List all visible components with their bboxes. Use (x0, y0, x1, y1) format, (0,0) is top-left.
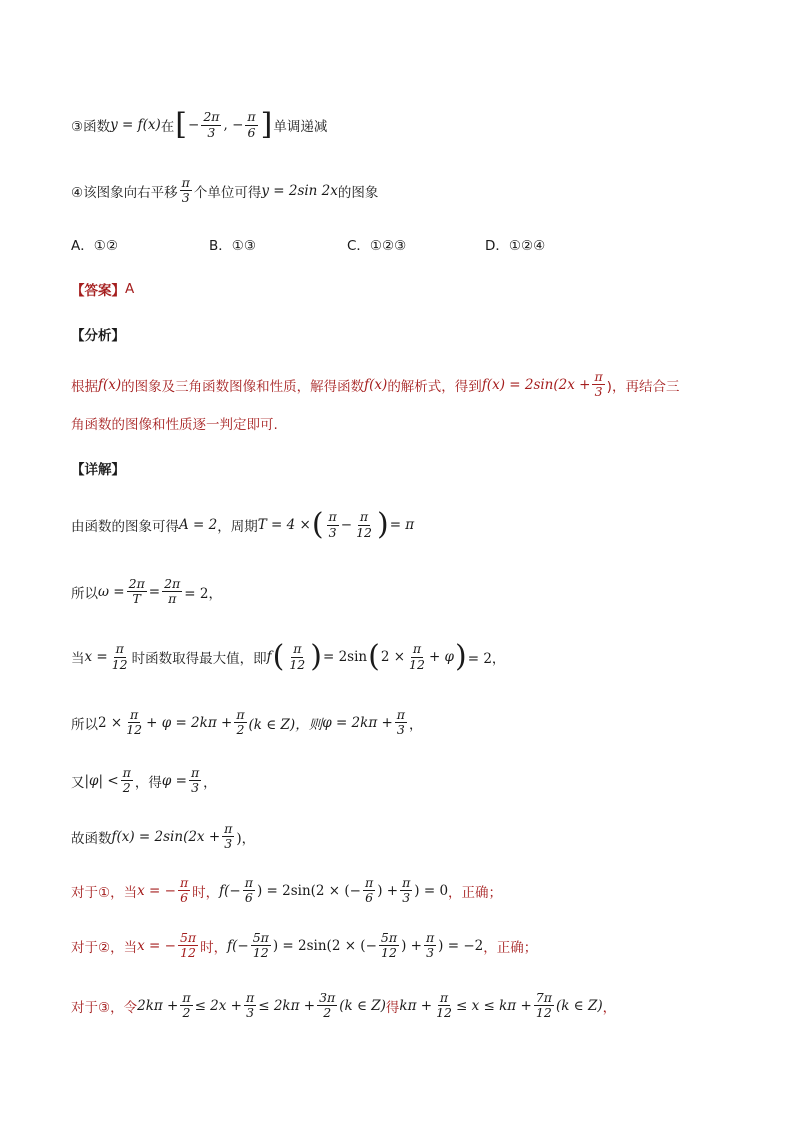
math: (k ∈ Z) (339, 997, 386, 1014)
fraction (121, 766, 133, 796)
denominator: 12 (126, 722, 143, 738)
denominator: 3 (191, 780, 200, 796)
denominator: 2 (323, 1005, 332, 1021)
math: , − (223, 117, 244, 133)
fraction (354, 510, 374, 540)
denominator: 3 (594, 384, 603, 400)
numerator: π (439, 990, 449, 1005)
text: ，正确； (448, 884, 503, 901)
math: 2 × (380, 649, 406, 665)
fraction (180, 176, 192, 206)
denominator: 12 (252, 945, 269, 961)
text: 故函数 (71, 830, 112, 847)
options-row (71, 234, 623, 254)
fraction (317, 991, 337, 1021)
numerator: 7π (535, 990, 552, 1005)
text: ③函数 (71, 119, 111, 135)
numerator: π (247, 109, 256, 125)
right-paren: ) (376, 507, 389, 542)
detail-step-4 (71, 708, 423, 738)
analysis-label: 【分析】 (71, 328, 125, 344)
denominator: 12 (289, 656, 306, 672)
math: = 2， (184, 585, 222, 602)
math: T = 4 × (257, 517, 311, 533)
answer-line (71, 279, 134, 299)
math: ) = 0 (414, 882, 449, 899)
numerator: 2π (164, 576, 181, 591)
math: ≤ x ≤ kπ + (455, 997, 532, 1014)
fraction (162, 577, 182, 607)
fraction (327, 510, 339, 540)
numerator: π (179, 875, 189, 890)
fraction (245, 110, 257, 140)
text: 单调递减 (273, 119, 328, 135)
analysis-line-2: 角函数的图像和性质逐一判定即可. (71, 417, 278, 433)
text: )，再结合三 (606, 378, 680, 395)
fraction (201, 110, 221, 140)
math: − (188, 117, 200, 133)
text: 又 (71, 774, 85, 791)
denominator: 3 (207, 124, 216, 140)
denominator: 2 (122, 780, 131, 796)
text: ， (409, 716, 423, 733)
numerator: π (236, 707, 245, 722)
fraction (534, 991, 554, 1021)
statement-3 (71, 107, 328, 142)
math: y = f(x) (110, 117, 161, 133)
fraction (424, 931, 436, 961)
denominator: 3 (402, 890, 411, 906)
fraction (407, 642, 427, 672)
math: f(− (227, 937, 249, 954)
math: |φ| < (84, 772, 119, 789)
denominator: 3 (246, 1005, 255, 1021)
fraction (251, 931, 271, 961)
denominator: 12 (409, 656, 425, 672)
numerator: π (396, 707, 406, 722)
text: 对于③，令 (71, 999, 138, 1016)
denominator: π (168, 591, 177, 607)
math: = 2sin (322, 649, 368, 665)
math: A = 2 (179, 517, 218, 533)
detail-check-2 (71, 931, 537, 961)
text: ，得 (134, 774, 162, 791)
numerator: 5π (179, 930, 197, 945)
math: ≤ 2x + (194, 997, 242, 1014)
math: = π (389, 517, 415, 533)
fraction (222, 822, 234, 852)
denominator: 3 (328, 524, 337, 540)
math: φ = (161, 772, 187, 789)
denominator: 2 (182, 1005, 191, 1021)
numerator: π (328, 509, 337, 525)
analysis-line-1 (71, 370, 679, 400)
fraction (592, 370, 604, 400)
math: ) = 2sin(2 × (− (272, 937, 377, 954)
detail-step-2 (71, 577, 222, 607)
math: )， (236, 830, 256, 847)
text: 所以 (71, 716, 98, 733)
numerator: π (402, 875, 411, 890)
text: 时， (192, 884, 220, 901)
fraction (124, 708, 144, 738)
fraction (244, 991, 256, 1021)
denominator: 6 (365, 890, 374, 906)
math: (k ∈ Z)，则 (248, 716, 323, 733)
math: ≤ 2kπ + (258, 997, 316, 1014)
fraction (395, 708, 407, 738)
option-b[interactable]: B．①③ (209, 238, 256, 254)
numerator: π (181, 175, 190, 190)
math: − (340, 517, 353, 533)
option-a[interactable]: A．①② (71, 238, 118, 254)
denominator: T (132, 591, 141, 607)
text: 的图象及三角函数图像和性质，解得函数 (121, 378, 365, 395)
detail-step-5 (71, 766, 217, 796)
fraction (379, 931, 399, 961)
denominator: 6 (247, 124, 256, 140)
left-paren: ( (368, 639, 380, 674)
math: kπ + (399, 997, 433, 1014)
fraction (127, 577, 147, 607)
fraction (243, 876, 255, 906)
denominator: 2 (236, 722, 245, 738)
numerator: π (293, 641, 302, 657)
left-bracket: [ (175, 107, 187, 142)
numerator: π (244, 875, 253, 890)
denominator: 3 (426, 945, 435, 961)
denominator: 6 (180, 890, 189, 906)
option-d[interactable]: D．①②④ (485, 238, 546, 254)
denominator: 12 (111, 656, 128, 672)
numerator: π (115, 641, 124, 657)
detail-check-3 (71, 991, 616, 1021)
numerator: π (190, 765, 200, 780)
text: 根据 (71, 378, 98, 395)
text: 时， (200, 939, 228, 956)
fraction (434, 991, 454, 1021)
math: f(x) (364, 376, 388, 393)
math: + φ = 2kπ + (146, 714, 233, 731)
math: 2kπ + (137, 997, 179, 1014)
text: ，正确； (483, 939, 538, 956)
numerator: π (412, 641, 422, 657)
fraction (110, 642, 130, 672)
detail-step-6 (71, 822, 255, 852)
math: x = (84, 649, 108, 665)
text: 的解析式，得到 (387, 378, 482, 395)
fraction (178, 931, 198, 961)
math: f (266, 649, 272, 665)
numerator: 5π (380, 930, 398, 945)
detail-check-1 (71, 876, 502, 906)
fraction (189, 766, 201, 796)
denominator: 12 (180, 945, 196, 961)
math: f(x) = 2sin(2x + (111, 828, 221, 845)
text: ， (602, 999, 617, 1016)
math: ) + (401, 937, 422, 954)
text: 当 (71, 651, 85, 667)
denominator: 3 (396, 722, 405, 738)
text: ，周期 (217, 519, 258, 535)
numerator: 2π (203, 109, 220, 125)
numerator: π (130, 707, 139, 722)
fraction (287, 642, 307, 672)
text: 个单位可得 (193, 184, 262, 201)
math: = (148, 583, 161, 600)
statement-4 (71, 176, 378, 206)
text: ， (203, 774, 217, 791)
math: f(x) = 2sin(2x + (481, 376, 591, 393)
math: φ = 2kπ + (322, 714, 393, 731)
text: 的图象 (337, 184, 379, 201)
fraction (400, 876, 412, 906)
math: = 2， (467, 651, 506, 667)
detail-label: 【详解】 (71, 462, 125, 478)
left-paren: ( (272, 639, 285, 674)
numerator: 2π (128, 576, 145, 591)
fraction (180, 991, 192, 1021)
option-c[interactable]: C．①②③ (347, 238, 407, 254)
text: 得 (385, 999, 400, 1016)
math: 2 × (98, 714, 123, 731)
text: 对于②，当 (71, 939, 138, 956)
numerator: 5π (252, 930, 269, 945)
numerator: 3π (319, 990, 336, 1005)
math: + φ (428, 649, 454, 665)
denominator: 12 (436, 1005, 452, 1021)
left-paren: ( (311, 507, 324, 542)
numerator: π (359, 509, 369, 525)
text: 对于①，当 (71, 884, 138, 901)
numerator: π (182, 990, 191, 1005)
denominator: 6 (244, 890, 253, 906)
detail-step-1 (71, 507, 415, 542)
text: 所以 (71, 585, 98, 602)
numerator: π (364, 875, 374, 890)
math: ) = −2 (438, 937, 484, 954)
fraction (178, 876, 190, 906)
text: ④该图象向右平移 (71, 184, 178, 201)
math: x = − (137, 882, 176, 899)
answer-value: A (125, 281, 135, 297)
denominator: 12 (381, 945, 397, 961)
numerator: π (224, 821, 233, 836)
denominator: 12 (356, 524, 372, 540)
numerator: π (594, 369, 603, 384)
numerator: π (425, 930, 435, 945)
denominator: 12 (535, 1005, 552, 1021)
denominator: 3 (181, 190, 190, 206)
text: 在 (160, 119, 175, 135)
fraction (234, 708, 246, 738)
fraction (363, 876, 375, 906)
denominator: 3 (224, 836, 233, 852)
math: ) + (377, 882, 399, 899)
math: x = − (137, 937, 176, 954)
math: f(− (219, 882, 241, 899)
text: 时函数取得最大值，即 (131, 651, 267, 667)
detail-step-3 (71, 639, 506, 674)
math: ω = (98, 583, 125, 600)
numerator: π (122, 765, 131, 780)
math: (k ∈ Z) (555, 997, 603, 1014)
right-bracket: ] (260, 107, 273, 142)
math: f(x) (98, 376, 122, 393)
text: 由函数的图象可得 (71, 519, 179, 535)
math: y = 2sin 2x (261, 182, 338, 199)
right-paren: ) (310, 639, 322, 674)
right-paren: ) (455, 639, 467, 674)
math: ) = 2sin(2 × (− (256, 882, 361, 899)
answer-label: 【答案】 (71, 283, 125, 299)
numerator: π (246, 990, 255, 1005)
